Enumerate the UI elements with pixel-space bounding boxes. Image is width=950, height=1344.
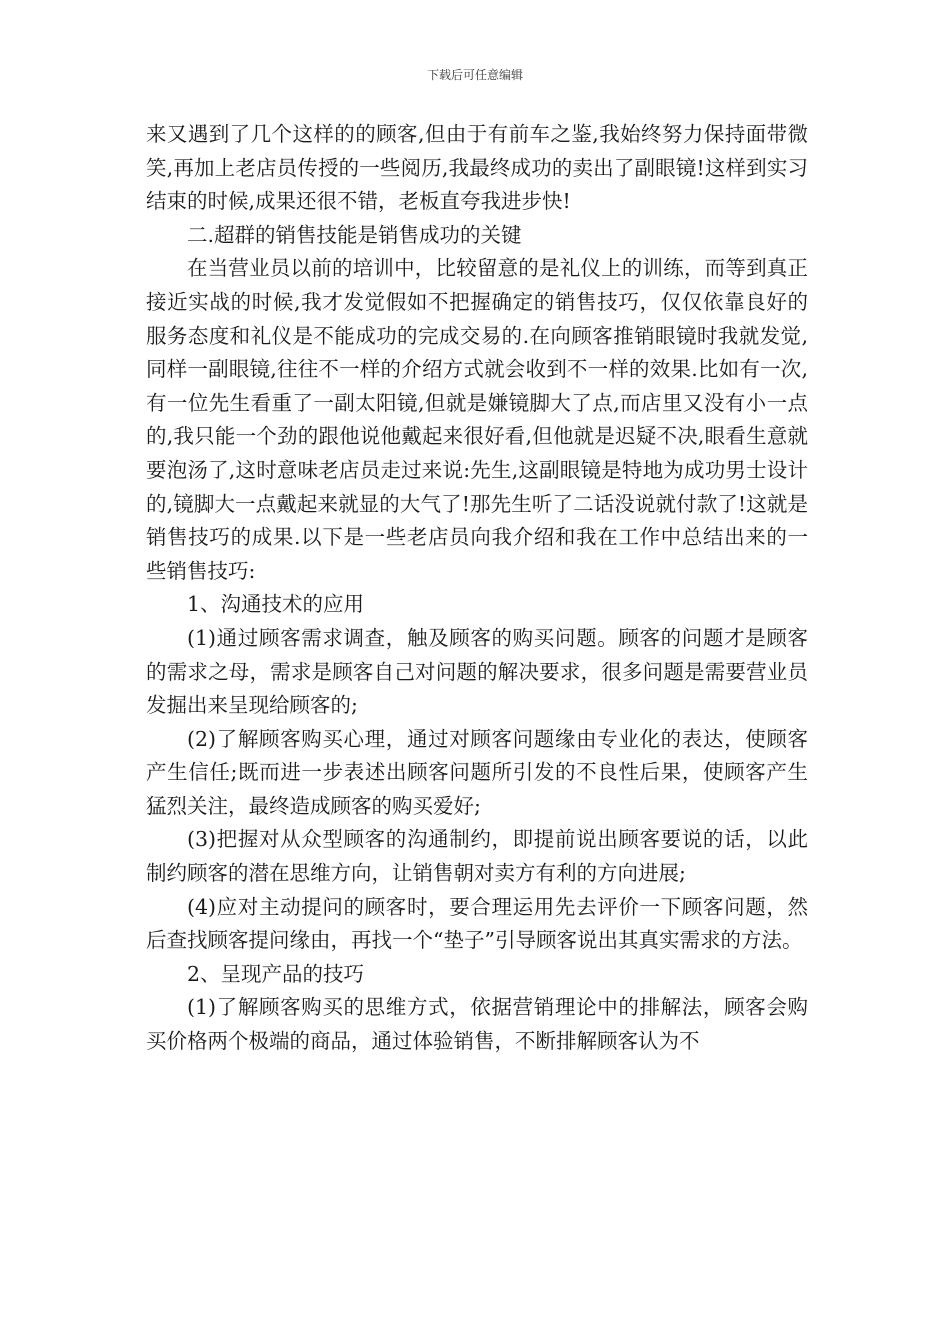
section-heading: 二.超群的销售技能是销售成功的关键 bbox=[187, 222, 522, 247]
document-body bbox=[146, 118, 808, 1059]
list-item: (2)了解顾客购买心理，通过对顾客问题缘由专业化的表达，使顾客产生信任;既而进一步表述出顾客问题所引发的不良性后果，使顾客产生猛烈关注，最终造成顾客的购买爱好; bbox=[146, 726, 808, 818]
subsection-heading: 2、呈现产品的技巧 bbox=[187, 961, 365, 986]
list-item: (4)应对主动提问的顾客时，要合理运用先去评价一下顾客问题，然后查找顾客提问缘由，再找一个“垫子”引导顾客说出其真实需求的方法。 bbox=[146, 894, 808, 953]
list-item: (1)通过顾客需求调查，触及顾客的购买问题。顾客的问题才是顾客的需求之母，需求是顾客自己对问题的解决要求，很多问题是需要营业员发掘出来呈现给顾客的; bbox=[146, 625, 808, 718]
list-item: (3)把握对从众型顾客的沟通制约，即提前说出顾客要说的话，以此制约顾客的潜在思维方向，让销售朝对卖方有利的方向进展; bbox=[146, 827, 808, 886]
page-header: 下载后可任意编辑 bbox=[426, 68, 523, 82]
subsection-heading: 1、沟通技术的应用 bbox=[187, 592, 365, 617]
paragraph: 在当营业员以前的培训中，比较留意的是礼仪上的训练，而等到真正接近实战的时候,我才发觉假如不把握确定的销售技巧，仅仅依靠良好的服务态度和礼仪是不能成功的完成交易的.在向顾客推销眼镜时我就发觉,同样一副眼镜,往往不一样的介绍方式就会收到不一样的效果.比如有一次,有一位先生看重了一副太阳镜,但就是嫌镜脚大了点,而店里又没有小一点的,我只能一个劲的跟他说他戴起来很好看,但他就是迟疑不决,眼看生意就要泡汤了,这时意味老店员走过来说:先生,这副眼镜是特地为成功男士设计的,镜脚大一点戴起来就显的大气了!那先生听了二话没说就付款了!这就是销售技巧的成果.以下是一些老店员向我介绍和我在工作中总结出来的一些销售技巧: bbox=[146, 256, 808, 583]
list-item: (1)了解顾客购买的思维方式，依据营销理论中的排解法，顾客会购买价格两个极端的商品，通过体验销售，不断排解顾客认为不 bbox=[146, 995, 808, 1054]
paragraph: 来又遇到了几个这样的的顾客,但由于有前车之鉴,我始终努力保持面带微笑,再加上老店员传授的一些阅历,我最终成功的卖出了副眼镜!这样到实习结束的时候,成果还很不错，老板直夸我进步快! bbox=[146, 122, 808, 214]
